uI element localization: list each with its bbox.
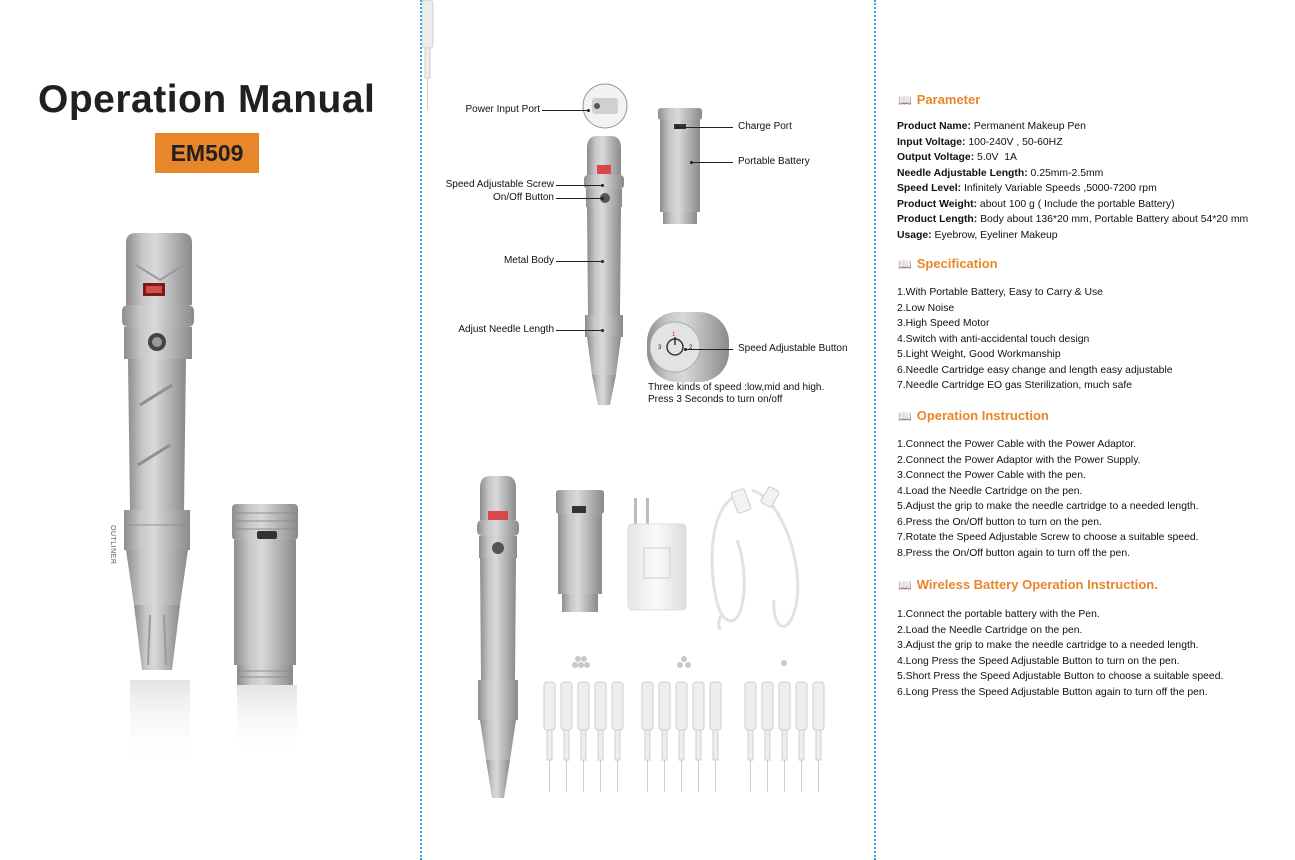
parameter-value: about 100 g ( Include the portable Battery) (977, 198, 1175, 210)
cartridge-type-dots (572, 656, 787, 668)
operation-step: 2.Connect the Power Adaptor with the Power Supply. (897, 454, 1141, 466)
parameter-value: Infinitely Variable Speeds ,5000-7200 rpm (961, 183, 1157, 194)
kit-usb-cable (712, 490, 798, 630)
kit-battery (556, 490, 604, 612)
book-icon: 📖 (898, 95, 912, 107)
book-icon: 📖 (898, 259, 912, 271)
parameter-row (897, 166, 1248, 182)
pen-battery-product-image (0, 225, 420, 770)
spec-item: 5.Light Weight, Good Workmanship (897, 349, 1061, 360)
operation-heading (898, 408, 1049, 423)
label-adjust-needle-length: Adjust Needle Length (458, 324, 554, 335)
heading-text: Parameter (916, 92, 981, 107)
needle-cartridges (422, 0, 433, 110)
operation-step: 1.Connect the Power Cable with the Power Adaptor. (897, 439, 1137, 450)
wireless-step: 4.Long Press the Speed Adjustable Button to turn on the pen. (897, 655, 1180, 667)
parameter-value: Body about 136*20 mm, Portable Battery about 54*20 mm (977, 214, 1249, 225)
specification-list (897, 285, 1173, 394)
leader-on-off (556, 198, 602, 199)
parameter-row (897, 212, 1248, 228)
parameter-label: Usage: (897, 229, 932, 241)
parameter-label: Speed Level: (897, 183, 962, 194)
label-on-off-button: On/Off Button (493, 192, 554, 203)
battery-mark: 2 (689, 345, 693, 351)
parameter-row (897, 197, 1248, 213)
manual-title: Operation Manual (38, 78, 376, 121)
spec-item: 1.With Portable Battery, Easy to Carry & Use (897, 287, 1103, 298)
parameter-value: 5.0V 1A (974, 152, 1017, 163)
label-charge-port: Charge Port (738, 121, 792, 132)
spec-item: 2.Low Noise (897, 302, 955, 314)
heading-text: Operation Instruction (916, 408, 1049, 423)
wireless-step: 3.Adjust the grip to make the needle cartridge to a needed length. (897, 640, 1199, 651)
model-badge: EM509 (155, 133, 259, 173)
parameter-value: Permanent Makeup Pen (970, 121, 1086, 132)
instructions-panel (876, 0, 1295, 860)
label-power-input-port: Power Input Port (465, 104, 540, 115)
wireless-step: 5.Short Press the Speed Adjustable Button to choose a suitable speed. (897, 671, 1224, 682)
specification-heading (898, 256, 998, 271)
parameter-heading (898, 92, 980, 107)
speed-note (648, 382, 824, 406)
book-icon: 📖 (898, 580, 912, 592)
labeled-pen-diagram (422, 0, 874, 860)
parameter-row (897, 150, 1248, 166)
leader-dot (587, 109, 590, 112)
spec-item: 6.Needle Cartridge easy change and length easy adjustable (897, 364, 1173, 376)
cover-panel (0, 0, 420, 860)
parameter-row (897, 228, 1248, 244)
operation-step: 6.Press the On/Off button to turn on the pen. (897, 516, 1102, 528)
spec-item: 4.Switch with anti-accidental touch design (897, 333, 1090, 345)
parameter-row (897, 119, 1248, 135)
leader-power-input-port (542, 110, 588, 111)
heading-text: Wireless Battery Operation Instruction. (916, 577, 1158, 592)
parameter-label: Output Voltage: (897, 152, 975, 163)
heading-text: Specification (916, 256, 998, 271)
leader-speed-screw (556, 185, 602, 186)
portable-battery-illustration (232, 504, 298, 685)
parameter-value: 100-240V , 50-60HZ (965, 136, 1063, 148)
diagram-panel (422, 0, 874, 860)
label-speed-adjustable-screw: Speed Adjustable Screw (445, 179, 554, 190)
leader-charge-port (677, 127, 733, 128)
operation-step: 5.Adjust the grip to make the needle cartridge to a needed length. (897, 501, 1199, 512)
spec-item: 7.Needle Cartridge EO gas Sterilization, much safe (897, 380, 1133, 391)
operation-step: 3.Connect the Power Cable with the pen. (897, 470, 1086, 481)
label-portable-battery: Portable Battery (738, 156, 810, 167)
speed-note-line: Press 3 Seconds to turn on/off (648, 394, 783, 405)
wireless-step: 1.Connect the portable battery with the Pen. (897, 609, 1100, 620)
operation-step: 7.Rotate the Speed Adjustable Screw to choose a suitable speed. (897, 532, 1199, 543)
parameter-row (897, 135, 1248, 151)
parameter-value: 0.25mm-2.5mm (1027, 167, 1104, 179)
parameter-label: Product Weight: (897, 198, 978, 210)
book-icon: 📖 (898, 411, 912, 423)
leader-portable-battery (691, 162, 733, 163)
leader-dot (601, 260, 604, 263)
operation-list (897, 437, 1199, 561)
leader-needle-length (556, 330, 602, 331)
battery-mark: 1 (672, 332, 676, 338)
speed-note-line: Three kinds of speed :low,mid and high. (648, 382, 825, 393)
parameter-label: Needle Adjustable Length: (897, 167, 1028, 179)
wireless-heading (898, 577, 1158, 592)
wireless-step: 6.Long Press the Speed Adjustable Button again to turn off the pen. (897, 686, 1208, 698)
parameter-label: Product Length: (897, 214, 978, 225)
kit-pen (477, 476, 519, 798)
parameter-label: Product Name: (897, 121, 971, 132)
parameter-list (897, 119, 1248, 243)
parameter-row (897, 181, 1248, 197)
leader-dot (601, 197, 604, 200)
wireless-step: 2.Load the Needle Cartridge on the pen. (897, 624, 1083, 636)
parameter-value: Eyebrow, Eyeliner Makeup (931, 229, 1058, 241)
operation-step: 4.Load the Needle Cartridge on the pen. (897, 485, 1083, 497)
label-metal-body: Metal Body (503, 255, 554, 266)
pen-engraving: OUTLINER (109, 525, 116, 565)
leader-dot (601, 329, 604, 332)
spec-item: 3.High Speed Motor (897, 318, 990, 329)
leader-dot (601, 184, 604, 187)
parameter-label: Input Voltage: (897, 136, 966, 148)
leader-metal-body (556, 261, 602, 262)
wireless-list (897, 607, 1223, 700)
pen-illustration (122, 233, 194, 670)
kit-power-adaptor (628, 498, 686, 610)
label-speed-adjustable-button: Speed Adjustable Button (738, 343, 848, 354)
operation-step: 8.Press the On/Off button again to turn off the pen. (897, 547, 1130, 559)
battery-mark: 3 (658, 345, 662, 351)
